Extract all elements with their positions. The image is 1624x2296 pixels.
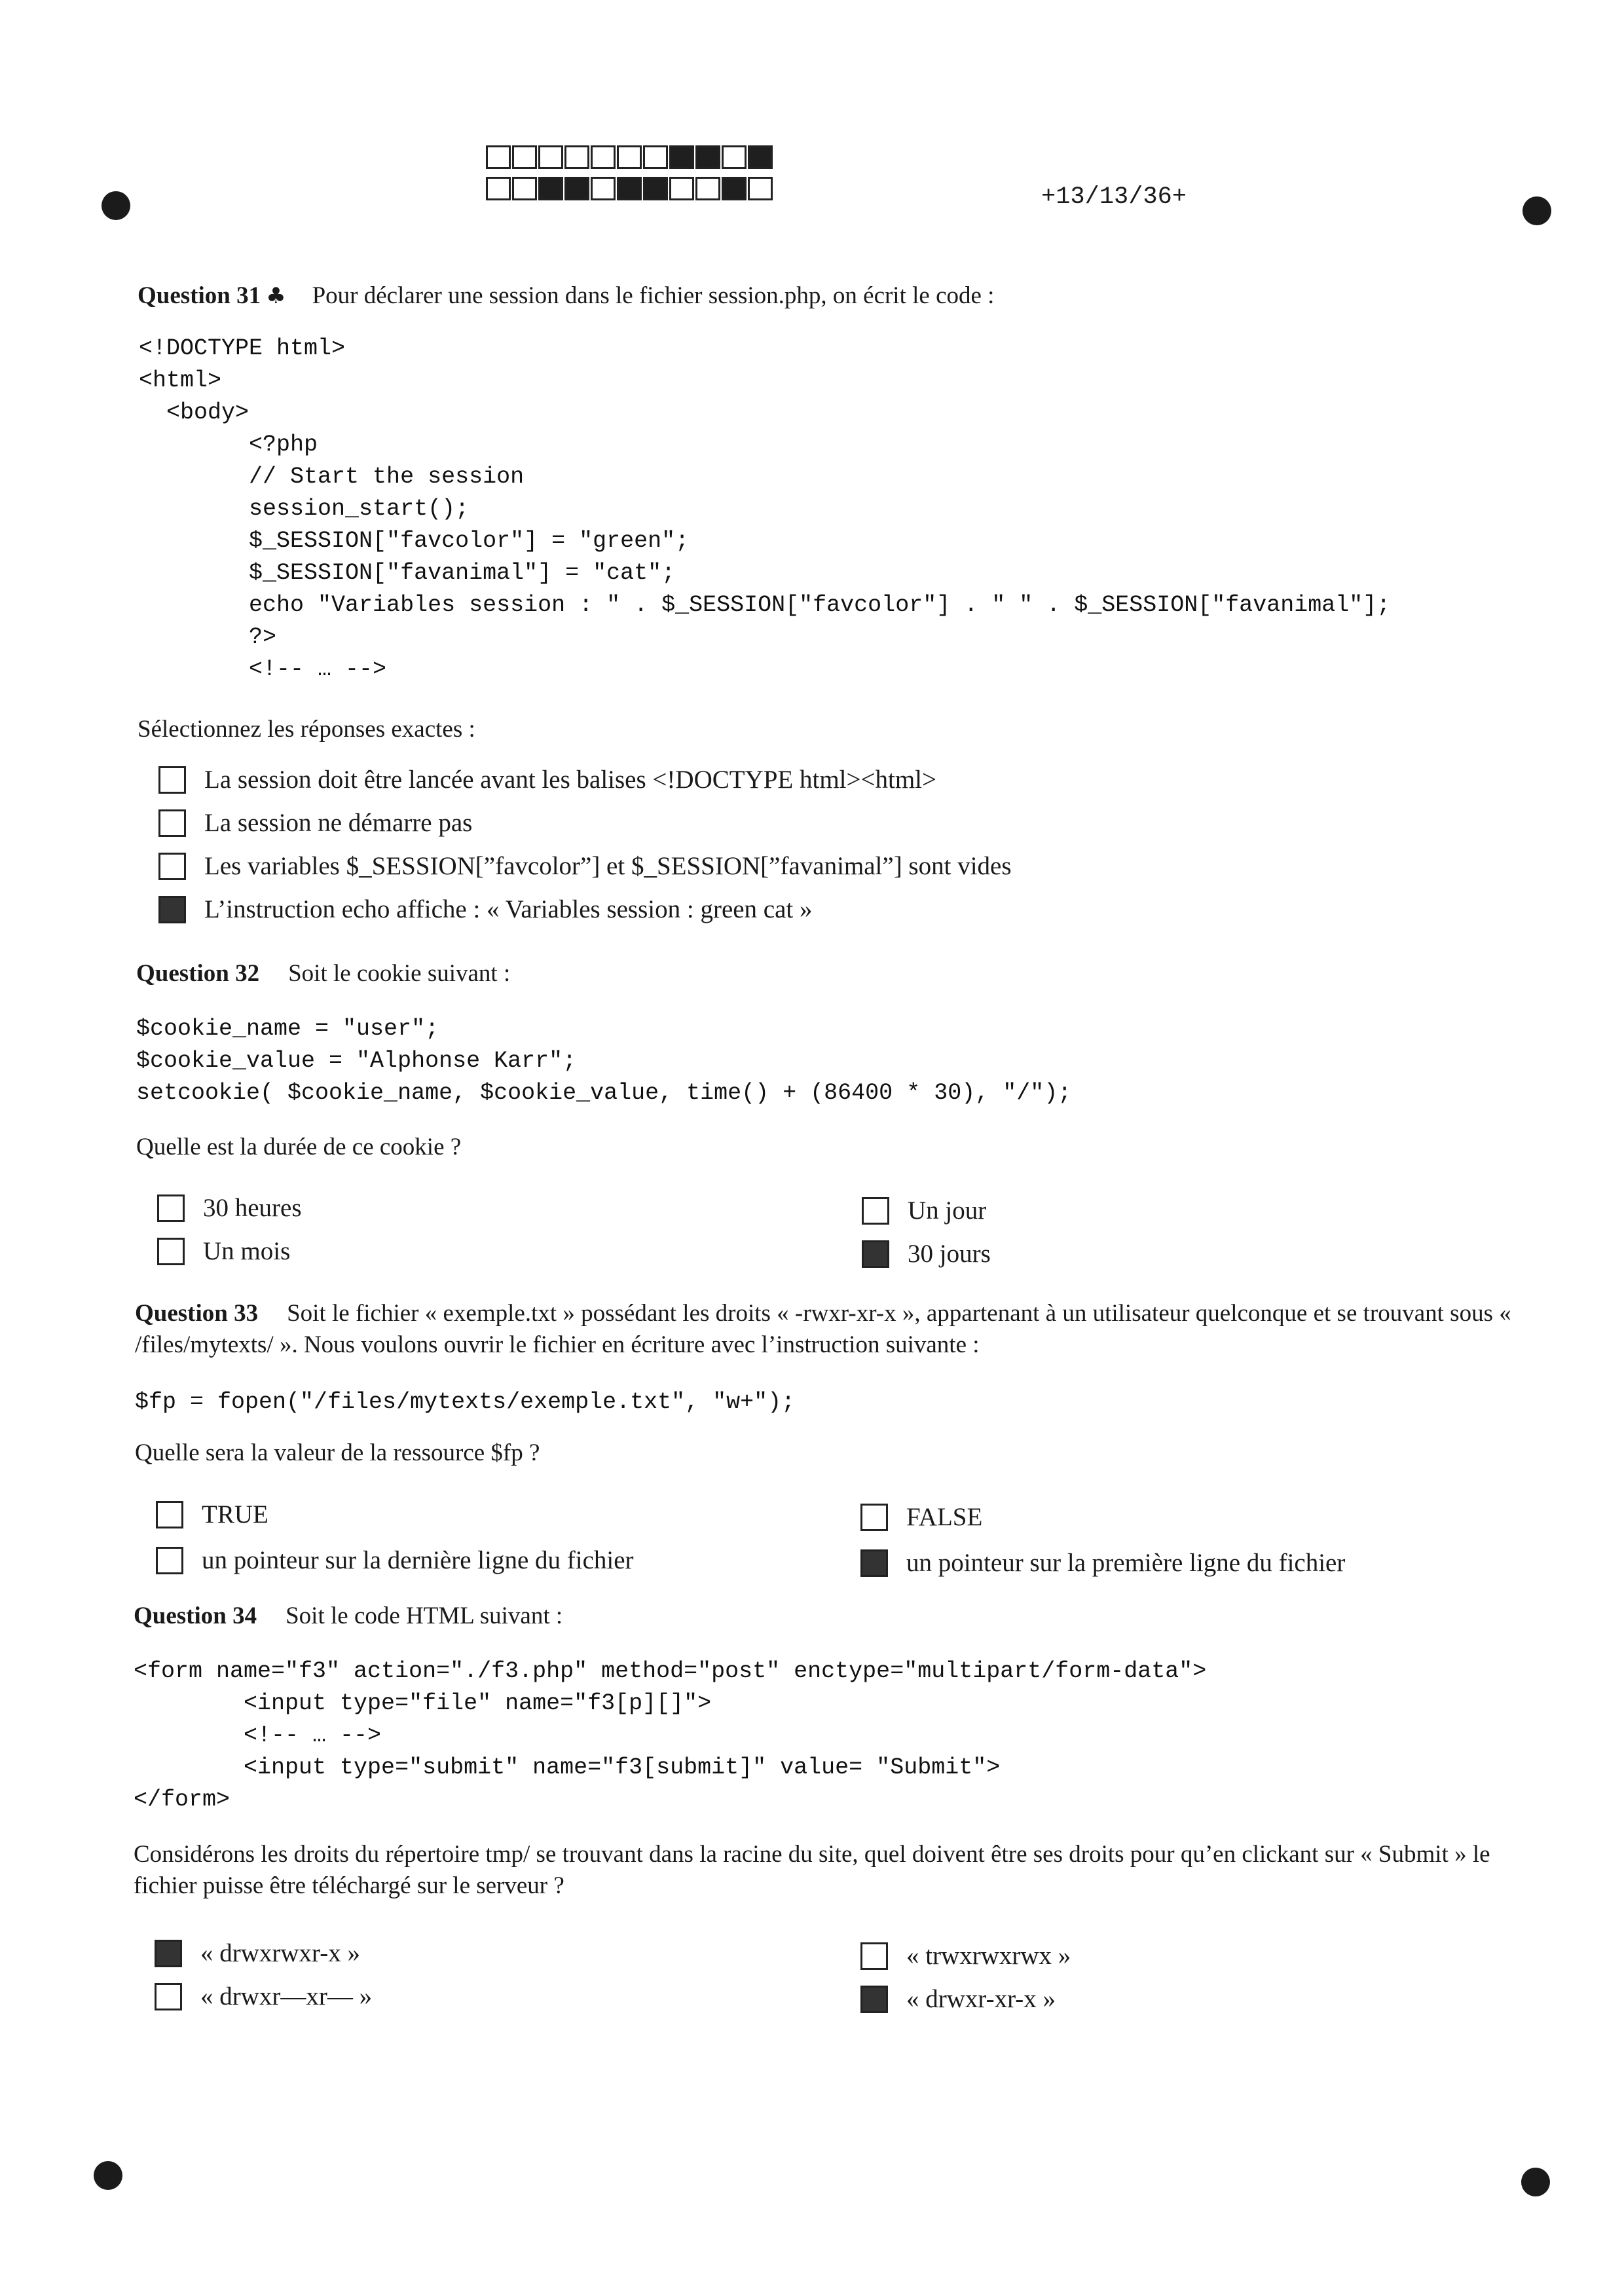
option-label: « drwxr—xr— »: [200, 1982, 373, 2010]
registration-mark-bottom-right: [1521, 2168, 1550, 2196]
question-33-header: [135, 1298, 1556, 1361]
option-label: TRUE: [202, 1500, 268, 1528]
question-32-question: Quelle est la durée de ce cookie ?: [136, 1134, 462, 1160]
barcode-cell: [722, 177, 747, 200]
question-33-label: Question 33: [135, 1300, 259, 1327]
option-label: « drwxr-xr-x »: [906, 1985, 1056, 2013]
answer-checkbox[interactable]: [156, 1501, 183, 1528]
question-31-label: Question 31: [138, 282, 261, 309]
question-33-code: $fp = fopen("/files/mytexts/exemple.txt", "w+");: [135, 1389, 796, 1415]
barcode-cell: [591, 177, 616, 200]
barcode-cell: [748, 177, 773, 200]
barcode-cell: [564, 177, 589, 200]
question-34-option-4[interactable]: [860, 1984, 1056, 2014]
barcode-cell: [486, 177, 511, 200]
answer-checkbox[interactable]: [157, 1238, 185, 1265]
question-33-option-4[interactable]: [860, 1548, 1345, 1578]
option-label: L’instruction echo affiche : « Variables session : green cat »: [204, 895, 813, 923]
question-34-label: Question 34: [134, 1602, 257, 1629]
question-32-prompt: Soit le cookie suivant :: [288, 960, 511, 987]
option-label: Un mois: [203, 1237, 291, 1265]
answer-checkbox[interactable]: [860, 1504, 888, 1531]
question-31-option-2[interactable]: [158, 808, 472, 838]
question-33-option-2[interactable]: [860, 1502, 982, 1532]
question-32-option-2[interactable]: [862, 1196, 986, 1225]
question-33-prompt: Soit le fichier « exemple.txt » possédant les droits « -rwxr-xr-x », appartenant à un utilisateur quelconque et se trouvant sous « /files/mytexts/ ». Nous voulons ouvrir le fichier en écriture avec l’instruction suivante :: [135, 1300, 1511, 1358]
barcode-cell: [486, 145, 511, 169]
option-label: 30 jours: [908, 1240, 991, 1268]
option-label: La session doit être lancée avant les balises <!DOCTYPE html><html>: [204, 766, 936, 794]
option-label: « trwxrwxrwx »: [906, 1942, 1071, 1970]
answer-checkbox[interactable]: [157, 1194, 185, 1222]
option-label: « drwxrwxr-x »: [200, 1939, 360, 1967]
answer-checkbox[interactable]: [156, 1547, 183, 1574]
option-label: un pointeur sur la première ligne du fichier: [906, 1549, 1346, 1577]
question-34-option-1[interactable]: [155, 1938, 360, 1968]
answer-checkbox[interactable]: [862, 1197, 889, 1225]
answer-checkbox[interactable]: [860, 1986, 888, 2013]
question-32-option-3[interactable]: [157, 1236, 290, 1266]
question-33-option-1[interactable]: [156, 1500, 268, 1529]
barcode-cell: [564, 145, 589, 169]
question-31-code: <!DOCTYPE html> <html> <body> <?php // Start the session session_start(); $_SESSION["favcolor"] = "green"; $_SESSION["favanimal"] = "cat"; echo "Variables session : " . $_SESSION["favcolor"] . " " . $_SESSION["favanimal"]; ?> <!-- … -->: [139, 335, 1391, 682]
page-barcode-row-2: [486, 177, 774, 200]
question-31-instruction: Sélectionnez les réponses exactes :: [138, 716, 475, 743]
answer-checkbox[interactable]: [860, 1942, 888, 1970]
question-31-option-1[interactable]: [158, 765, 936, 794]
answer-checkbox[interactable]: [158, 896, 186, 923]
question-33-option-3[interactable]: [156, 1546, 634, 1575]
barcode-cell: [695, 177, 720, 200]
registration-mark-top-left: [101, 191, 130, 220]
answer-checkbox[interactable]: [158, 853, 186, 880]
registration-mark-bottom-left: [94, 2161, 122, 2190]
question-34-question: Considérons les droits du répertoire tmp/ se trouvant dans la racine du site, quel doivent être ses droits pour qu’en clickant sur « Submit » le fichier puisse être téléchargé sur le serveur ?: [134, 1841, 1490, 1899]
barcode-cell: [643, 145, 668, 169]
question-31-option-4[interactable]: [158, 895, 813, 924]
question-32-code: $cookie_name = "user"; $cookie_value = "Alphonse Karr"; setcookie( $cookie_name, $cookie_value, time() + (86400 * 30), "/");: [136, 1016, 1072, 1106]
option-label: un pointeur sur la dernière ligne du fichier: [202, 1546, 634, 1574]
question-33-question: Quelle sera la valeur de la ressource $fp ?: [135, 1439, 540, 1466]
answer-checkbox[interactable]: [860, 1549, 888, 1577]
question-31-header: [138, 282, 994, 310]
question-32-label: Question 32: [136, 960, 260, 987]
barcode-cell: [748, 145, 773, 169]
option-label: La session ne démarre pas: [204, 809, 473, 837]
answer-checkbox[interactable]: [155, 1983, 182, 2010]
barcode-cell: [722, 145, 747, 169]
barcode-cell: [591, 145, 616, 169]
question-34-option-2[interactable]: [860, 1941, 1071, 1971]
registration-mark-top-right: [1522, 196, 1551, 225]
answer-checkbox[interactable]: [158, 766, 186, 794]
question-34-prompt: Soit le code HTML suivant :: [286, 1602, 563, 1629]
option-label: Les variables $_SESSION[”favcolor”] et $_SESSION[”favanimal”] sont vides: [204, 852, 1012, 880]
club-icon: ♣: [266, 283, 286, 309]
barcode-cell: [695, 145, 720, 169]
barcode-cell: [643, 177, 668, 200]
barcode-cell: [617, 145, 642, 169]
barcode-cell: [538, 145, 563, 169]
barcode-cell: [538, 177, 563, 200]
answer-checkbox[interactable]: [155, 1940, 182, 1967]
barcode-cell: [512, 145, 537, 169]
answer-checkbox[interactable]: [158, 809, 186, 837]
question-34-option-3[interactable]: [155, 1982, 372, 2011]
barcode-cell: [512, 177, 537, 200]
question-31-prompt: Pour déclarer une session dans le fichier session.php, on écrit le code :: [312, 282, 995, 309]
question-34-header: [134, 1602, 563, 1630]
barcode-cell: [617, 177, 642, 200]
page-identifier: +13/13/36+: [1041, 183, 1187, 211]
question-34-code: <form name="f3" action="./f3.php" method="post" enctype="multipart/form-data"> <input type="file" name="f3[p][]"> <!-- … --> <input type="submit" name="f3[submit]" value= "Submit"> </form>: [134, 1658, 1207, 1813]
question-31-option-3[interactable]: [158, 851, 1012, 881]
option-label: 30 heures: [203, 1194, 302, 1222]
barcode-cell: [669, 177, 694, 200]
question-32-option-4[interactable]: [862, 1239, 991, 1268]
option-label: Un jour: [908, 1196, 987, 1225]
answer-checkbox[interactable]: [862, 1240, 889, 1268]
barcode-cell: [669, 145, 694, 169]
page-barcode-row-1: [486, 145, 774, 169]
option-label: FALSE: [906, 1503, 983, 1531]
question-32-option-1[interactable]: [157, 1193, 302, 1223]
question-32-header: [136, 959, 510, 988]
